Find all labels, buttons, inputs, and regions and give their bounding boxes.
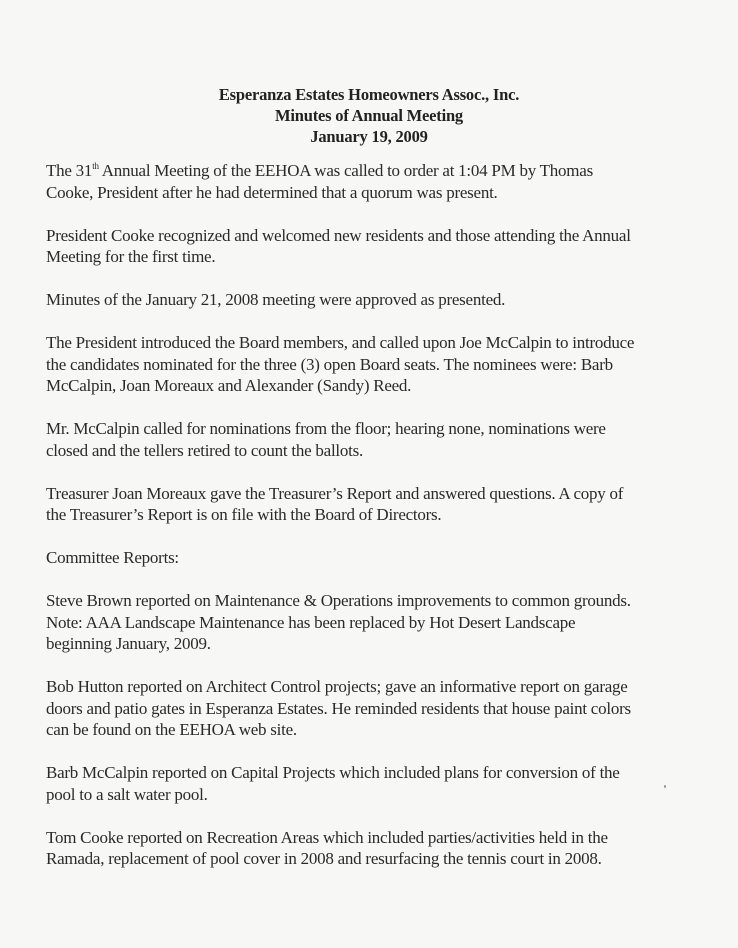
paragraph-welcome	[46, 225, 706, 268]
paragraph-floor-nominations	[46, 418, 706, 461]
meeting-date: January 19, 2009	[310, 127, 428, 146]
text: Minutes of the January 21, 2008 meeting were approved as presented.	[46, 290, 506, 309]
text: Committee Reports:	[46, 548, 179, 567]
text: President Cooke recognized and welcomed new residents and those attending the Annual	[46, 225, 631, 245]
text: the Treasurer’s Report is on file with the Board of Directors.	[46, 505, 442, 524]
text: McCalpin, Joan Moreaux and Alexander (Sandy) Reed.	[46, 376, 412, 395]
text: closed and the tellers retired to count the ballots.	[46, 440, 363, 460]
text: Treasurer Joan Moreaux gave the Treasurer’s Report and answered questions. A copy of	[46, 483, 624, 503]
paragraph-treasurer	[46, 483, 706, 526]
scan-speck	[664, 785, 666, 788]
paragraph-call-to-order	[46, 160, 706, 203]
text: doors and patio gates in Esperanza Estates. He reminded residents that house paint colors	[46, 698, 631, 718]
text: Mr. McCalpin called for nominations from the floor; hearing none, nominations were	[46, 419, 606, 438]
organization-name: Esperanza Estates Homeowners Assoc., Inc.	[218, 85, 520, 104]
ordinal-suffix: th	[92, 161, 99, 171]
paragraph-maintenance	[46, 590, 706, 655]
text: Steve Brown reported on Maintenance & Operations improvements to common grounds.	[46, 591, 631, 610]
committee-reports-heading	[46, 547, 706, 569]
text: Ramada, replacement of pool cover in 2008 and resurfacing the tennis court in 2008.	[46, 849, 602, 868]
text: Cooke, President after he had determined that a quorum was present.	[46, 182, 498, 202]
text: Annual Meeting of the EEHOA was called to order at 1:04 PM by Thomas	[98, 161, 593, 180]
paragraph-architect	[46, 676, 706, 741]
text: Tom Cooke reported on Recreation Areas which included parties/activities held in the	[46, 827, 608, 847]
paragraph-board-intro	[46, 332, 706, 397]
paragraph-recreation	[46, 827, 706, 870]
minutes-body	[46, 160, 706, 891]
text: Note: AAA Landscape Maintenance has been replaced by Hot Desert Landscape	[46, 612, 576, 632]
document-header	[0, 84, 738, 147]
text: The 31	[46, 161, 93, 180]
paragraph-capital	[46, 762, 706, 805]
document-title: Minutes of Annual Meeting	[275, 106, 463, 125]
text: pool to a salt water pool.	[46, 784, 208, 804]
text: Meeting for the first time.	[46, 247, 216, 266]
text: Barb McCalpin reported on Capital Projects which included plans for conversion of the	[46, 763, 620, 782]
text: can be found on the EEHOA web site.	[46, 720, 297, 739]
text: the candidates nominated for the three (3) open Board seats. The nominees were: Barb	[46, 354, 613, 374]
text: beginning January, 2009.	[46, 634, 211, 653]
text: Bob Hutton reported on Architect Control projects; gave an informative report on garage	[46, 677, 628, 696]
paragraph-prior-minutes	[46, 289, 706, 311]
text: The President introduced the Board members, and called upon Joe McCalpin to introduce	[46, 333, 635, 352]
